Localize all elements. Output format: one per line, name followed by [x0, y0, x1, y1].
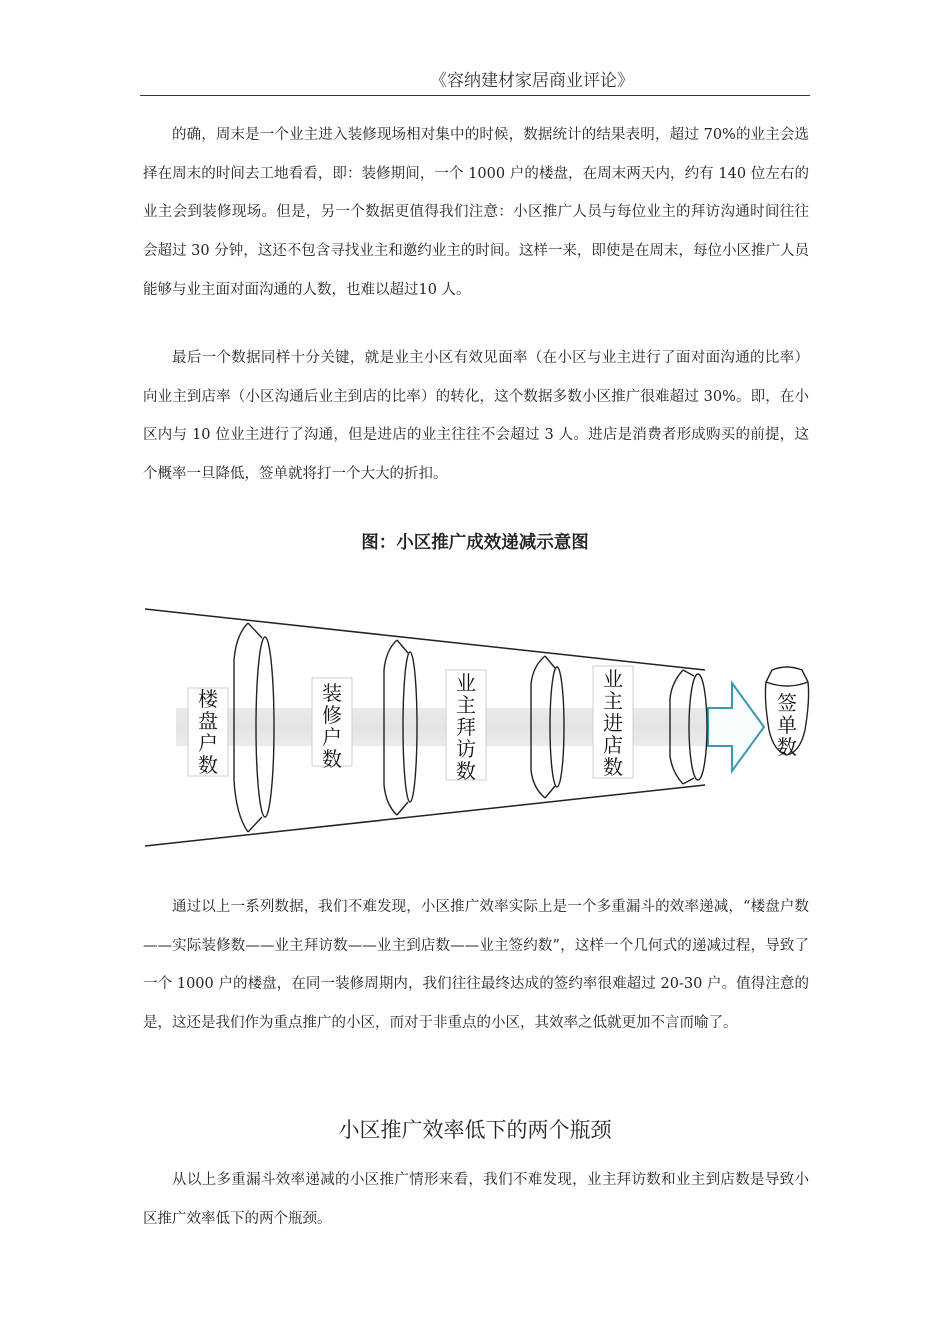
stage-label-visits: 业主拜访数	[456, 671, 476, 783]
funnel-top-line	[145, 609, 705, 670]
stage-label-store-visits: 业主进店数	[603, 667, 623, 779]
funnel-bottom-line	[145, 785, 705, 846]
page-header-title: 《容纳建材家居商业评论》	[430, 71, 634, 91]
paragraph-3: 通过以上一系列数据，我们不难发现，小区推广效率实际上是一个多重漏斗的效率递减，“楼盘户数——实际装修数——业主拜访数——业主到店数——业主签约数”，这样一个几何式的递减过程，导致了一个 1000 户的楼盘，在同一装修周期内，我们往往最终达成的签约率很难超过 20-30 户。值得注意的是，这还是我们作为重点推广的小区，而对于非重点的小区，其效率之低就更加不言而喻了。	[143, 899, 809, 1032]
stage-label-signed: 签单数	[777, 691, 797, 759]
figure-caption: 图：小区推广成效递减示意图	[361, 533, 589, 553]
paragraph-2: 最后一个数据同样十分关键，就是业主小区有效见面率（在小区与业主进行了面对面沟通的比率）向业主到店率（小区沟通后业主到店的比率）的转化，这个数据多数小区推广很难超过 30%。即，在小区内与 10 位业主进行了沟通，但是进店的业主往往不会超过 3 人。进店是消费者形成购买的前提，这个概率一旦降低，签单就将打一个大大的折扣。	[143, 350, 809, 483]
stage-label-households: 楼盘户数	[198, 687, 218, 777]
header-rule	[140, 95, 810, 96]
section-heading: 小区推广效率低下的两个瓶颈	[338, 1118, 612, 1142]
paragraph-4: 从以上多重漏斗效率递减的小区推广情形来看，我们不难发现，业主拜访数和业主到店数是导致小区推广效率低下的两个瓶颈。	[143, 1172, 809, 1227]
flow-arrow-head	[708, 683, 764, 771]
stage-label-renovations: 装修户数	[322, 681, 342, 771]
paragraph-1: 的确，周末是一个业主进入装修现场相对集中的时候，数据统计的结果表明，超过 70%的业主会选择在周末的时间去工地看看，即：装修期间，一个 1000 户的楼盘，在周末两天内，约有 140 位左右的业主会到装修现场。但是，另一个数据更值得我们注意：小区推广人员与每位业主的拜访沟通时间往往会超过 30 分钟，这还不包含寻找业主和邀约业主的时间。这样一来，即使是在周末，每位小区推广人员能够与业主面对面沟通的人数，也难以超过10 人。	[143, 127, 809, 298]
